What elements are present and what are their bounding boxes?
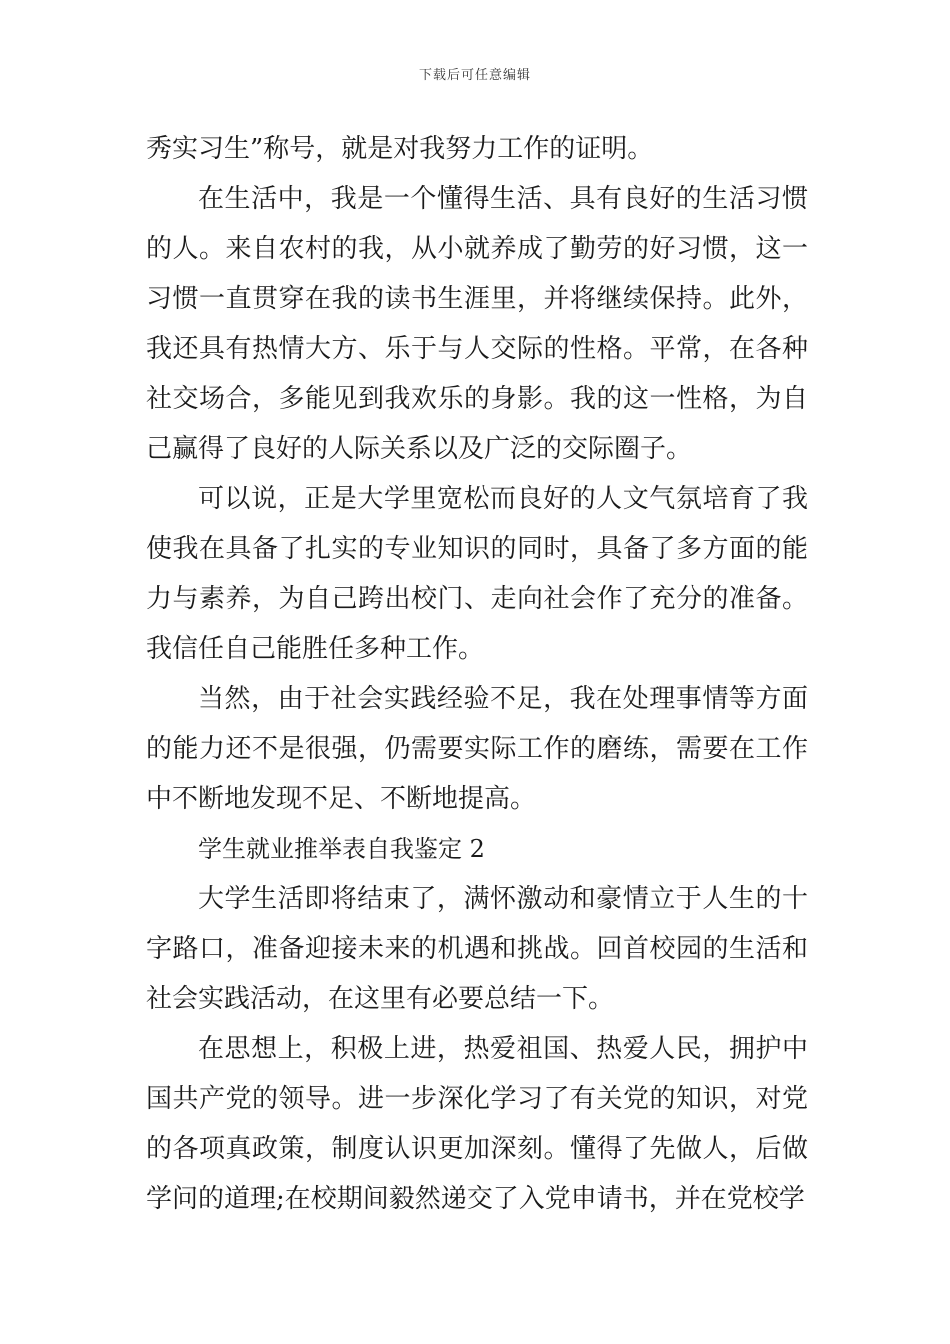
paragraph-thought: 在思想上，积极上进，热爱祖国、热爱人民，拥护中国共产党的领导。进一步深化学习了有关党的知识，对党的各项真政策，制度认识更加深刻。懂得了先做人，后做学问的道理;在校期间毅然递交了入党申请书，并在党校学 <box>146 1034 808 1214</box>
paragraph-continuation: 秀实习生”称号，就是对我努力工作的证明。 <box>146 134 654 164</box>
paragraph-university: 可以说，正是大学里宽松而良好的人文气氛培育了我使我在具备了扎实的专业知识的同时，具备了多方面的能力与素养，为自己跨出校门、走向社会作了充分的准备。我信任自己能胜任多种工作。 <box>146 484 808 664</box>
document-body <box>146 124 808 1224</box>
page-header: 下载后可任意编辑 <box>418 68 531 83</box>
section-heading: 学生就业推举表自我鉴定 2 <box>198 835 485 863</box>
paragraph-life: 在生活中，我是一个懂得生活、具有良好的生活习惯的人。来自农村的我，从小就养成了勤劳的好习惯，这一习惯一直贯穿在我的读书生涯里，并将继续保持。此外，我还具有热情大方、乐于与人交际的性格。平常，在各种社交场合，多能见到我欢乐的身影。我的这一性格，为自己赢得了良好的人际关系以及广泛的交际圈子。 <box>146 184 808 464</box>
paragraph-shortcomings: 当然，由于社会实践经验不足，我在处理事情等方面的能力还不是很强，仍需要实际工作的磨练，需要在工作中不断地发现不足、不断地提高。 <box>146 684 808 814</box>
paragraph-intro: 大学生活即将结束了，满怀激动和豪情立于人生的十字路口，准备迎接未来的机遇和挑战。回首校园的生活和社会实践活动，在这里有必要总结一下。 <box>146 884 808 1014</box>
